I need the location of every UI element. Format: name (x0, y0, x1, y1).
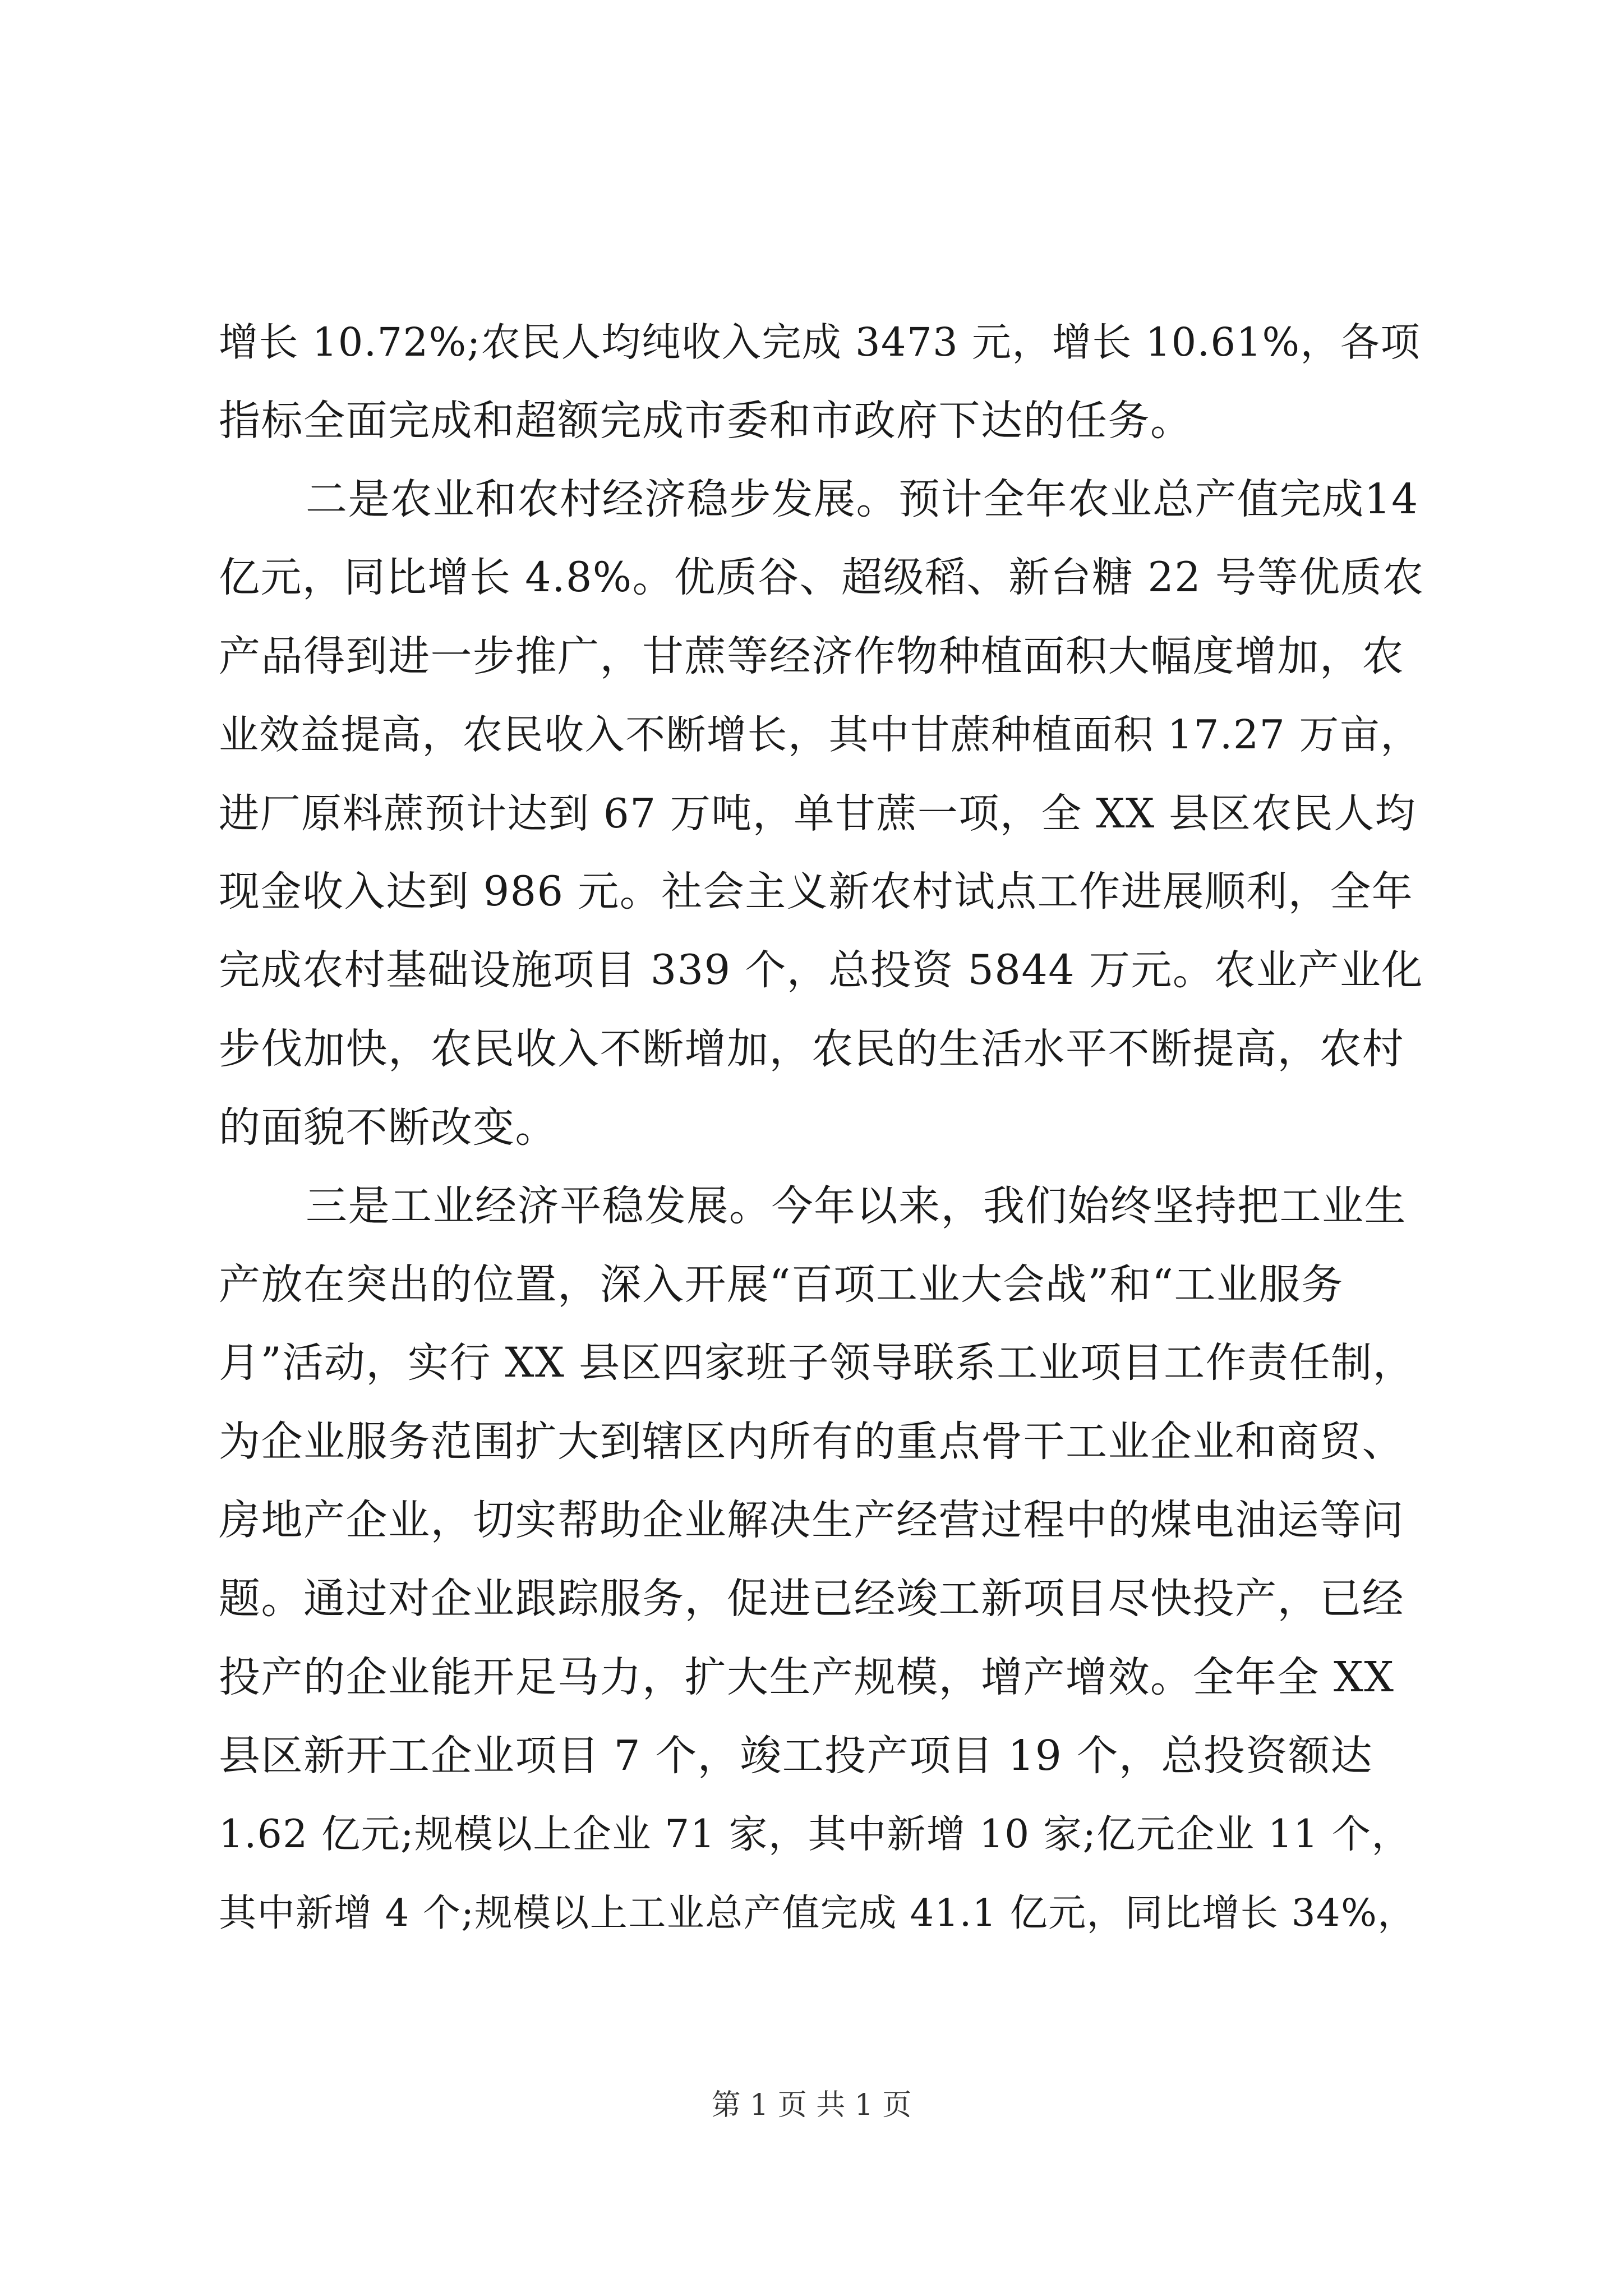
paragraph-first-line: 三是工业经济平稳发展。今年以来，我们始终坚持把工业生 (306, 1182, 1407, 1230)
text-line: 进厂原料蔗预计达到 67 万吨，单甘蔗一项，全 XX 县区农民人均 (219, 790, 1417, 837)
text-line: 步伐加快，农民收入不断增加，农民的生活水平不断提高，农村 (219, 1025, 1404, 1073)
text-line: 题。通过对企业跟踪服务，促进已经竣工新项目尽快投产，已经 (219, 1575, 1404, 1623)
paragraph-first-line: 二是农业和农村经济稳步发展。预计全年农业总产值完成14 (306, 475, 1419, 523)
text-line: 产放在突出的位置，深入开展“百项工业大会战”和“工业服务 (219, 1260, 1344, 1309)
text-line: 增长 10.72%;农民人均纯收入完成 3473 元，增长 10.61%，各项 (219, 319, 1421, 365)
text-line: 的面貌不断改变。 (219, 1103, 557, 1152)
text-line: 其中新增 4 个;规模以上工业总产值完成 41.1 亿元，同比增长 34%， (219, 1891, 1416, 1935)
text-line: 产品得到进一步推广，甘蔗等经济作物种植面积大幅度增加，农 (219, 632, 1404, 680)
text-line: 为企业服务范围扩大到辖区内所有的重点骨干工业企业和商贸、 (219, 1418, 1404, 1466)
text-line: 现金收入达到 986 元。社会主义新农村试点工作进展顺利，全年 (219, 868, 1414, 915)
page-number-footer: 第 1 页 共 1 页 (711, 2088, 912, 2122)
text-line: 亿元，同比增长 4.8%。优质谷、超级稻、新台糖 22 号等优质农 (219, 554, 1424, 601)
text-line: 投产的企业能开足马力，扩大生产规模，增产增效。全年全 XX (219, 1653, 1395, 1701)
text-line: 1.62 亿元;规模以上企业 71 家，其中新增 10 家;亿元企业 11 个， (219, 1812, 1412, 1857)
text-line: 县区新开工企业项目 7 个，竣工投产项目 19 个，总投资额达 (219, 1732, 1373, 1780)
text-line: 月”活动，实行 XX 县区四家班子领导联系工业项目工作责任制， (219, 1339, 1415, 1387)
text-line: 完成农村基础设施项目 339 个，总投资 5844 万元。农业产业化 (219, 946, 1423, 994)
text-line: 业效益提高，农民收入不断增长，其中甘蔗种植面积 17.27 万亩， (219, 711, 1421, 758)
text-line: 房地产企业，切实帮助企业解决生产经营过程中的煤电油运等问 (219, 1496, 1404, 1544)
text-line: 指标全面完成和超额完成市委和市政府下达的任务。 (219, 397, 1193, 445)
